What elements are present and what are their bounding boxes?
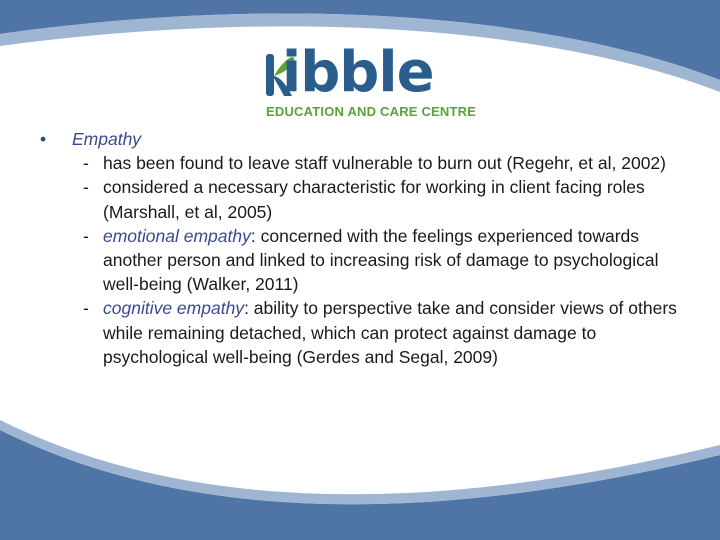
term-emotional-empathy: emotional empathy <box>103 225 251 246</box>
sub-item-text: : concerned with the feelings experienced towards another person and linked to increasing risk of damage to psychological well-being (Walker, 2011) <box>103 225 659 295</box>
sub-item-text: considered a necessary characteristic for working in client facing roles (Marshall, et al, 2005) <box>103 177 645 222</box>
term-cognitive-empathy: cognitive empathy <box>103 298 245 319</box>
logo-wordmark: ibble <box>282 40 434 105</box>
sub-item-cognitive-empathy <box>83 296 690 369</box>
sub-item-emotional-empathy <box>83 224 690 297</box>
bullet-marker: • <box>40 129 47 149</box>
dash-marker: - <box>83 298 89 319</box>
dash-marker: - <box>83 153 89 174</box>
sub-item-text: has been found to leave staff vulnerable to burn out (Regehr, et al, 2002) <box>103 153 666 174</box>
sub-item-body <box>103 296 690 369</box>
bullet-empathy <box>40 127 690 151</box>
bullet-heading: Empathy <box>72 129 142 149</box>
kibble-logo <box>262 40 477 126</box>
sub-item-body <box>103 224 690 297</box>
sub-item-burnout <box>83 151 690 175</box>
logo-subtitle: EDUCATION AND CARE CENTRE <box>266 104 477 119</box>
sub-item-client-facing <box>83 175 690 223</box>
dash-marker: - <box>83 177 89 198</box>
dash-marker: - <box>83 225 89 246</box>
sub-item-text: : ability to perspective take and consider views of others while remaining detached, which can protect against damage to psychological well-being (Gerdes and Segal, 2009) <box>103 298 677 367</box>
slide-content <box>40 127 690 369</box>
